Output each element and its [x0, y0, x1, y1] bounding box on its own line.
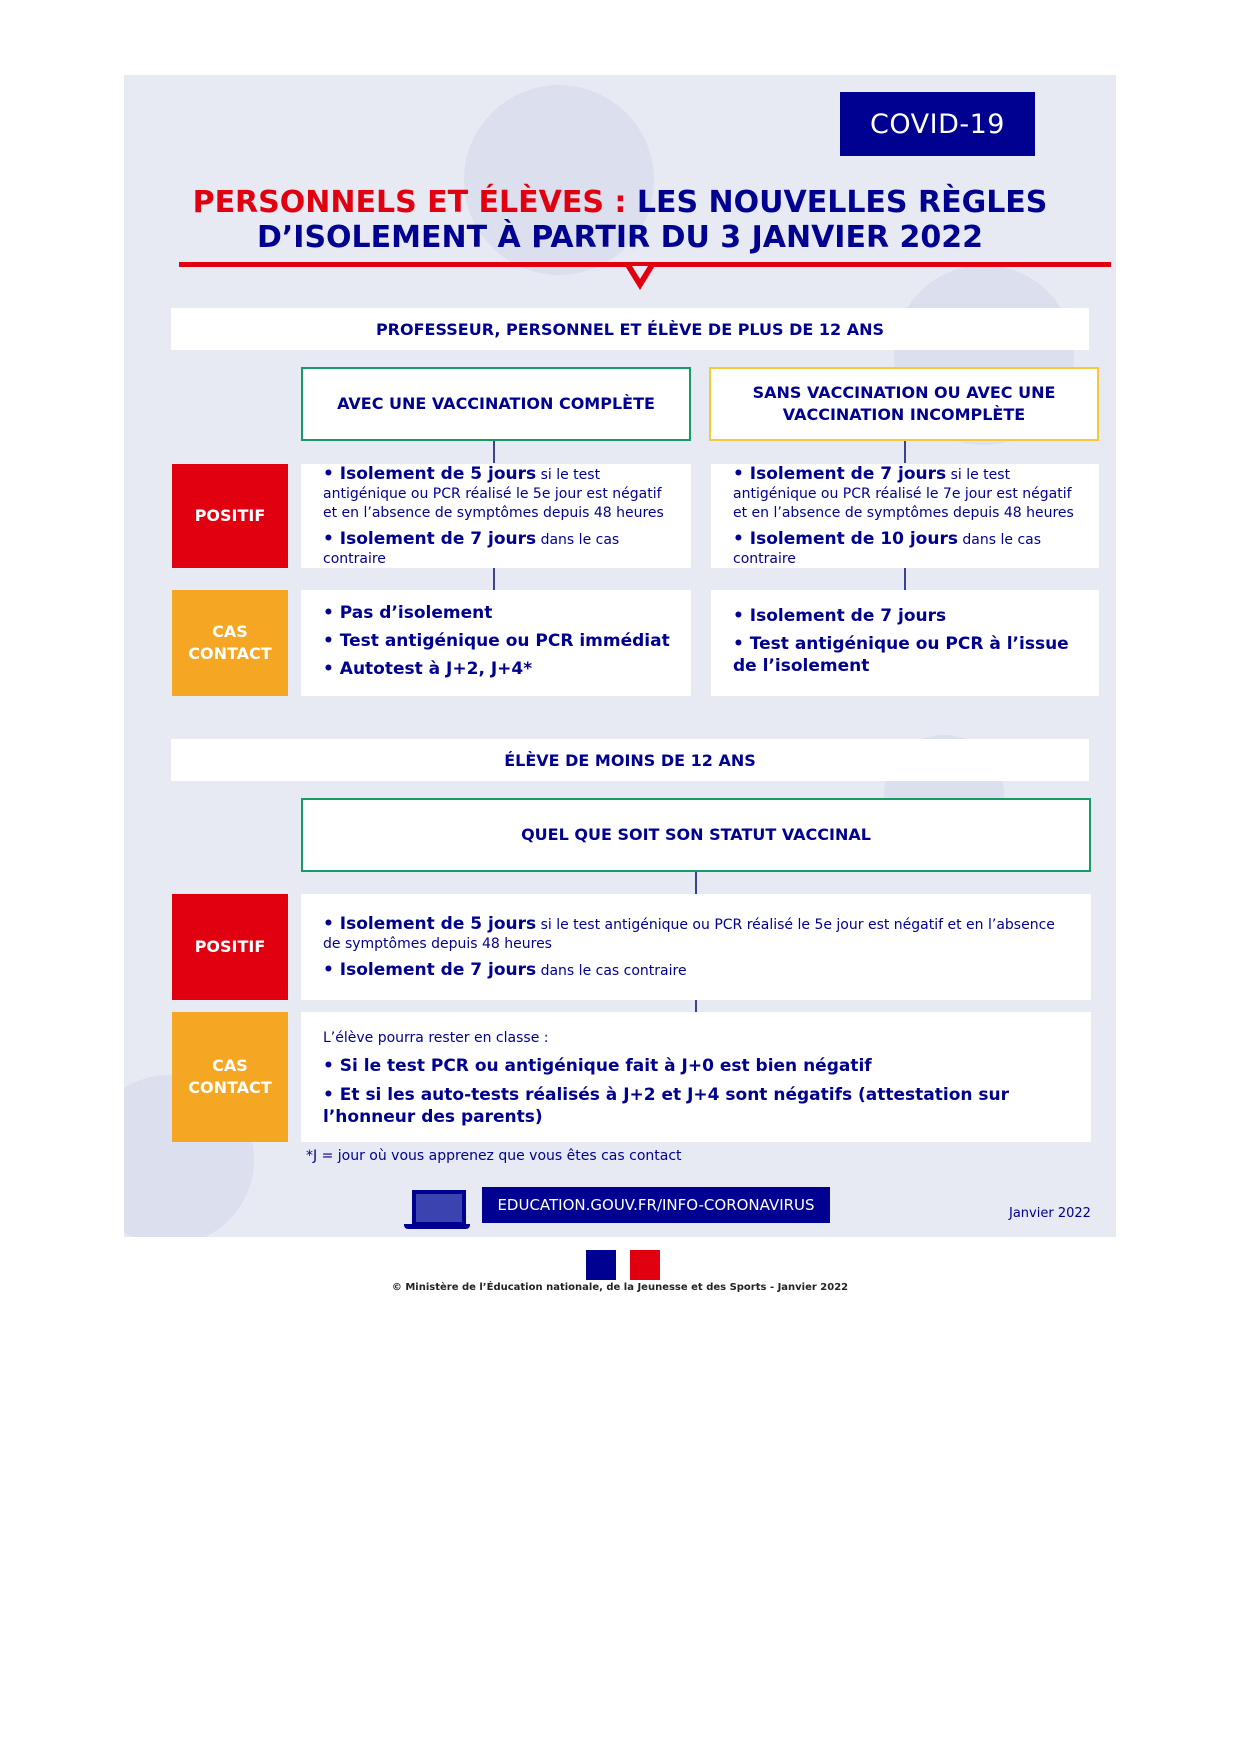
list-item: • Isolement de 7 jours [733, 606, 947, 626]
logo-blue [586, 1250, 616, 1280]
covid-badge: COVID-19 [840, 92, 1035, 156]
contact-under-12-cell [301, 1012, 1091, 1142]
positif-label: POSITIF [172, 894, 288, 1000]
connector-line [493, 568, 495, 590]
list-item [323, 465, 673, 523]
poster [124, 75, 1116, 1237]
contact-unvaccinated-cell [711, 590, 1099, 696]
page-title [164, 185, 1076, 255]
list-item-bold: • Isolement de 7 jours [733, 464, 947, 484]
list-item: • Autotest à J+2, J+4* [323, 659, 533, 679]
contact-vaccinated-cell [301, 590, 691, 696]
list-item-text: dans le cas contraire [733, 532, 1042, 567]
list-item: • Et si les auto-tests réalisés à J+2 et J+4 sont négatifs (attestation sur l’honneur des parents) [323, 1084, 1010, 1127]
list-item-text: si le test antigénique ou PCR réalisé le 5e jour est négatif et en l’absence de symptômes depuis 48 heures [323, 917, 1055, 952]
positif-unvaccinated-cell [711, 464, 1099, 568]
list-item: • Pas d’isolement [323, 603, 493, 623]
section-heading-over-12: PROFESSEUR, PERSONNEL ET ÉLÈVE DE PLUS DE 12 ANS [171, 308, 1089, 350]
connector-line [695, 1000, 697, 1012]
logo-white [616, 1250, 630, 1280]
connector-line [904, 568, 906, 590]
list-item-text: dans le cas contraire [323, 532, 620, 567]
list-item-text: dans le cas contraire [536, 963, 687, 979]
list-item [323, 530, 673, 569]
positif-under-12-cell [301, 894, 1091, 1000]
list-item-bold: • Isolement de 5 jours [323, 464, 537, 484]
positif-vaccinated-cell [301, 464, 691, 568]
list-item-text: si le test antigénique ou PCR réalisé le 5e jour est négatif et en l’absence de symptômes depuis 48 heures [323, 467, 664, 521]
list-item-bold: • Isolement de 10 jours [733, 529, 958, 549]
column-header-all-status: QUEL QUE SOIT SON STATUT VACCINAL [301, 798, 1091, 872]
title-line1-rest: LES NOUVELLES RÈGLES [636, 185, 1048, 220]
list-item: • Test antigénique ou PCR à l’issue de l’isolement [733, 634, 1069, 676]
title-line2: D’ISOLEMENT À PARTIR DU 3 JANVIER 2022 [256, 220, 983, 255]
list-item [323, 961, 1073, 981]
list-item: • Test antigénique ou PCR immédiat [323, 631, 670, 651]
url-link[interactable]: EDUCATION.GOUV.FR/INFO-CORONAVIRUS [482, 1187, 830, 1223]
list-item [733, 530, 1081, 569]
list-item-bold: • Isolement de 5 jours [323, 914, 537, 934]
contact-intro: L’élève pourra rester en classe : [323, 1029, 549, 1046]
connector-line [695, 872, 697, 894]
section-heading-under-12: ÉLÈVE DE MOINS DE 12 ANS [171, 739, 1089, 781]
list-item [323, 915, 1073, 954]
list-item [733, 465, 1081, 523]
column-header-unvaccinated: SANS VACCINATION OU AVEC UNE VACCINATION INCOMPLÈTE [709, 367, 1099, 441]
connector-line [904, 441, 906, 463]
title-arrow-inner [632, 266, 648, 279]
list-item-text: si le test antigénique ou PCR réalisé le 7e jour est négatif et en l’absence de symptômes depuis 48 heures [733, 467, 1074, 521]
date-label: Janvier 2022 [1009, 1206, 1091, 1221]
connector-line [493, 441, 495, 463]
list-item: • Si le test PCR ou antigénique fait à J+0 est bien négatif [323, 1055, 872, 1076]
republique-francaise-logo-icon [586, 1250, 660, 1280]
footnote: *J = jour où vous apprenez que vous êtes cas contact [306, 1148, 682, 1164]
title-red-part: PERSONNELS ET ÉLÈVES : [192, 185, 627, 220]
logo-red [630, 1250, 660, 1280]
laptop-screen [416, 1194, 462, 1222]
cas-contact-label: CAS CONTACT [172, 1012, 288, 1142]
list-item-bold: • Isolement de 7 jours [323, 529, 537, 549]
laptop-base [404, 1224, 470, 1229]
column-header-vaccinated: AVEC UNE VACCINATION COMPLÈTE [301, 367, 691, 441]
list-item-bold: • Isolement de 7 jours [323, 960, 537, 980]
positif-label: POSITIF [172, 464, 288, 568]
cas-contact-label: CAS CONTACT [172, 590, 288, 696]
copyright: © Ministère de l’Éducation nationale, de la Jeunesse et des Sports - Janvier 2022 [391, 1282, 849, 1293]
